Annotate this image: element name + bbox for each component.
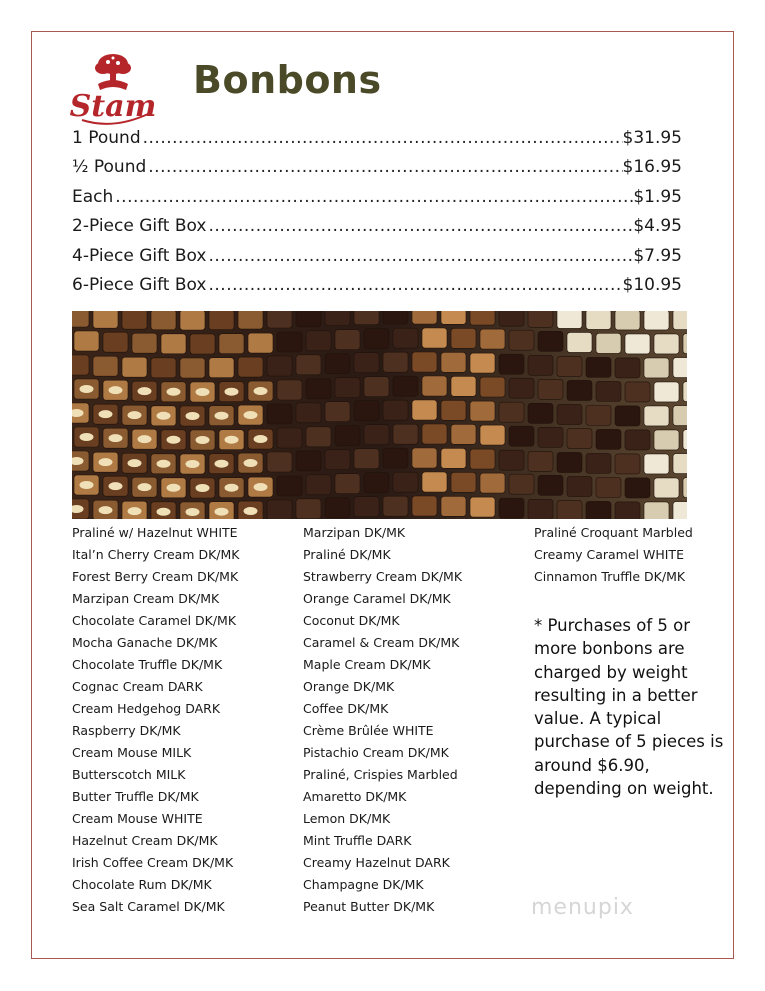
flavor-column-1 xyxy=(72,522,239,918)
bonbon-shape xyxy=(625,478,650,498)
hazelnut-topping xyxy=(138,435,152,443)
bonbon-shape xyxy=(72,355,89,375)
price-label: Each xyxy=(72,186,114,207)
bonbon-shape xyxy=(354,311,379,325)
bonbon-shape xyxy=(538,427,563,447)
flavor-item: Pistachio Cream DK/MK xyxy=(303,745,449,760)
bonbon-shape xyxy=(567,476,592,496)
bonbon-shape xyxy=(422,376,447,396)
hazelnut-topping xyxy=(215,412,229,420)
bonbon-shape xyxy=(509,378,534,398)
stam-logo xyxy=(68,42,158,132)
hazelnut-topping xyxy=(186,508,200,516)
bonbon-shape xyxy=(354,497,379,517)
bonbon-shape xyxy=(509,474,534,494)
bonbon-shape xyxy=(499,354,524,374)
flavor-item: Cinnamon Truffle DK/MK xyxy=(534,569,686,584)
hazelnut-topping xyxy=(244,459,258,467)
bonbon-shape xyxy=(354,353,379,373)
hazelnut-topping xyxy=(157,460,171,468)
hazelnut-topping xyxy=(186,412,200,420)
bonbon-shape xyxy=(412,448,437,468)
bonbon-shape xyxy=(683,334,687,354)
hazelnut-topping xyxy=(128,411,142,419)
hazelnut-topping xyxy=(80,433,94,441)
bonbon-shape xyxy=(74,331,99,351)
bonbon-shape xyxy=(267,311,292,328)
bonbon-shape xyxy=(296,311,321,327)
price-amount: $10.95 xyxy=(622,274,682,295)
hazelnut-topping xyxy=(99,410,113,418)
bonbon-shape xyxy=(103,332,128,352)
price-label: ½ Pound xyxy=(72,157,147,178)
bonbon-shape xyxy=(72,311,89,327)
flavor-item: Praliné DK/MK xyxy=(303,547,391,562)
bonbon-shape xyxy=(480,377,505,397)
hazelnut-topping xyxy=(109,434,123,442)
bonbon-shape xyxy=(122,311,147,329)
flavor-item: Chocolate Rum DK/MK xyxy=(72,877,212,892)
flavor-item: Cream Mouse MILK xyxy=(72,745,192,760)
bonbon-shape xyxy=(296,355,321,375)
bonbon-shape xyxy=(190,334,215,354)
bonbon-shape xyxy=(219,334,244,354)
flavor-item: Maple Cream DK/MK xyxy=(303,657,431,672)
flavor-item: Amaretto DK/MK xyxy=(303,789,407,804)
bonbon-shape xyxy=(422,472,447,492)
flavor-item: Lemon DK/MK xyxy=(303,811,391,826)
bonbon-shape xyxy=(673,502,687,519)
bonbon-shape xyxy=(364,473,389,493)
bonbon-shape xyxy=(470,311,495,325)
bonbon-shape xyxy=(364,377,389,397)
hazelnut-topping xyxy=(225,484,239,492)
hazelnut-topping xyxy=(196,388,210,396)
bonbon-shape xyxy=(383,448,408,468)
bonbon-shape xyxy=(335,378,360,398)
flavor-item: Chocolate Truffle DK/MK xyxy=(72,657,223,672)
bonbon-shape xyxy=(586,357,611,377)
flavor-item: Coconut DK/MK xyxy=(303,613,400,628)
bonbon-shape xyxy=(596,429,621,449)
bonbon-shape xyxy=(499,498,524,518)
hazelnut-topping xyxy=(244,507,258,515)
hazelnut-topping xyxy=(99,506,113,514)
hazelnut-topping xyxy=(215,508,229,516)
hazelnut-topping xyxy=(186,460,200,468)
flavor-item: Marzipan Cream DK/MK xyxy=(72,591,220,606)
bonbon-shape xyxy=(470,353,495,373)
hazelnut-topping xyxy=(215,460,229,468)
bonbon-shape xyxy=(654,334,679,354)
bonbon-shape xyxy=(615,358,640,378)
bonbon-shape xyxy=(441,400,466,420)
bonbon-shape xyxy=(538,379,563,399)
bonbon-shape xyxy=(644,406,669,426)
hazelnut-topping xyxy=(128,459,142,467)
bonbon-shape xyxy=(325,450,350,470)
bonbon-shape xyxy=(325,402,350,422)
flavor-item: Irish Coffee Cream DK/MK xyxy=(72,855,234,870)
watermark: menupix xyxy=(531,895,634,920)
flavor-item: Butterscotch MILK xyxy=(72,767,186,782)
bonbon-shape xyxy=(470,449,495,469)
bonbon-shape xyxy=(354,401,379,421)
bonbon-shape xyxy=(538,475,563,495)
dot-leader xyxy=(146,157,622,177)
price-amount: $4.95 xyxy=(633,216,682,237)
bonbon-shape xyxy=(151,358,176,378)
bonbon-shape xyxy=(451,328,476,348)
flavor-item: Mint Truffle DARK xyxy=(303,833,412,848)
hazelnut-topping xyxy=(225,388,239,396)
price-label: 6-Piece Gift Box xyxy=(72,274,207,295)
hazelnut-topping xyxy=(254,483,268,491)
bonbon-shape xyxy=(480,329,505,349)
bonbon-shape xyxy=(412,400,437,420)
bonbon-shape xyxy=(499,450,524,470)
flavor-item: Sea Salt Caramel DK/MK xyxy=(72,899,225,914)
bonbon-shape xyxy=(644,311,669,330)
bonbon-shape xyxy=(586,405,611,425)
bonbon-shape xyxy=(683,478,687,498)
bonbon-shape xyxy=(625,334,650,354)
flavor-item: Strawberry Cream DK/MK xyxy=(303,569,463,584)
bonbon-shape xyxy=(644,502,669,519)
bonbon-shape xyxy=(383,496,408,516)
price-label: 4-Piece Gift Box xyxy=(72,245,207,266)
bonbon-shape xyxy=(538,331,563,351)
bonbon-shape xyxy=(615,502,640,519)
hazelnut-topping xyxy=(225,436,239,444)
bonbons-photo xyxy=(72,311,687,519)
bonbon-shape xyxy=(393,472,418,492)
bonbon-shape xyxy=(470,401,495,421)
bonbon-shape xyxy=(509,330,534,350)
hazelnut-topping xyxy=(254,387,268,395)
bonbon-shape xyxy=(625,430,650,450)
bonbon-shape xyxy=(596,477,621,497)
bonbon-shape xyxy=(441,448,466,468)
bonbon-shape xyxy=(480,425,505,445)
price-row xyxy=(72,157,682,186)
bonbon-shape xyxy=(499,311,524,326)
bonbon-shape xyxy=(393,376,418,396)
bonbon-shape xyxy=(586,453,611,473)
bonbon-shape xyxy=(557,452,582,472)
flavor-item: Orange Caramel DK/MK xyxy=(303,591,451,606)
flavor-item: Cognac Cream DARK xyxy=(72,679,203,694)
bonbon-shape xyxy=(180,311,205,330)
dot-leader xyxy=(206,216,633,236)
flavor-item: Crème Brûlée WHITE xyxy=(303,723,434,738)
flavor-item: Champagne DK/MK xyxy=(303,877,424,892)
bonbon-shape xyxy=(325,354,350,374)
bonbon-shape xyxy=(557,404,582,424)
bonbon-shape xyxy=(393,424,418,444)
bonbon-shape xyxy=(383,400,408,420)
bonbon-shape xyxy=(422,424,447,444)
price-label: 2-Piece Gift Box xyxy=(72,216,207,237)
bonbon-shape xyxy=(615,454,640,474)
dot-leader xyxy=(206,246,633,266)
bonbon-shape xyxy=(441,311,466,324)
flavor-item: Hazelnut Cream DK/MK xyxy=(72,833,218,848)
dot-leader xyxy=(141,128,623,148)
bonbon-shape xyxy=(393,328,418,348)
bonbon-shape xyxy=(451,376,476,396)
bonbon-shape xyxy=(238,311,263,329)
bonbon-shape xyxy=(586,311,611,329)
hazelnut-topping xyxy=(167,484,181,492)
bonbon-shape xyxy=(596,333,621,353)
flavor-item: Peanut Butter DK/MK xyxy=(303,899,435,914)
bonbon-shape xyxy=(383,352,408,372)
hazelnut-topping xyxy=(99,458,113,466)
bonbon-shape xyxy=(673,311,687,330)
bonbon-shape xyxy=(499,402,524,422)
bonbon-shape xyxy=(335,330,360,350)
bonbon-shape xyxy=(277,428,302,448)
flavor-item: Marzipan DK/MK xyxy=(303,525,406,540)
bonbon-shape xyxy=(654,478,679,498)
hazelnut-topping xyxy=(167,388,181,396)
bonbon-shape xyxy=(586,501,611,519)
bonbon-shape xyxy=(567,428,592,448)
hazelnut-topping xyxy=(109,386,123,394)
bonbon-shape xyxy=(151,311,176,330)
dot-leader xyxy=(206,275,622,295)
hazelnut-topping xyxy=(128,507,142,515)
hazelnut-topping xyxy=(80,481,94,489)
price-amount: $1.95 xyxy=(633,186,682,207)
flavor-item: Creamy Hazelnut DARK xyxy=(303,855,450,870)
bonbon-shape xyxy=(267,356,292,376)
bonbon-shape xyxy=(644,454,669,474)
bonbon-shape xyxy=(335,426,360,446)
bonbon-shape xyxy=(209,311,234,330)
bonbon-shape xyxy=(441,496,466,516)
hazelnut-topping xyxy=(157,508,171,516)
hazelnut-topping xyxy=(109,482,123,490)
hazelnut-topping xyxy=(138,387,152,395)
flavor-item: Praliné, Crispies Marbled xyxy=(303,767,458,782)
bonbon-shape xyxy=(557,356,582,376)
flavor-item: Cream Hedgehog DARK xyxy=(72,701,221,716)
bonbon-shape xyxy=(480,473,505,493)
bonbon-shape xyxy=(412,496,437,516)
price-amount: $7.95 xyxy=(633,245,682,266)
bonbon-shape xyxy=(654,382,679,402)
flavor-item: Orange DK/MK xyxy=(303,679,395,694)
bonbon-shape xyxy=(625,382,650,402)
flavor-item: Coffee DK/MK xyxy=(303,701,389,716)
bonbon-shape xyxy=(412,311,437,324)
bonbon-shape xyxy=(238,357,263,377)
bonbon-shape xyxy=(296,403,321,423)
weight-pricing-note: * Purchases of 5 or more bonbons are charged by weight resulting in a better value. A typical purchase of 5 pieces is around $6.90, depending on weight. xyxy=(534,616,724,799)
bonbon-shape xyxy=(557,311,582,328)
bonbon-shape xyxy=(528,451,553,471)
flavor-item: Mocha Ganache DK/MK xyxy=(72,635,218,650)
flavor-item: Raspberry DK/MK xyxy=(72,723,181,738)
bonbon-shape xyxy=(596,381,621,401)
bonbon-shape xyxy=(161,334,186,354)
dot-leader xyxy=(113,187,633,207)
bonbon-shape xyxy=(673,358,687,378)
flavor-item: Chocolate Caramel DK/MK xyxy=(72,613,237,628)
page-title: Bonbons xyxy=(193,58,382,102)
flavor-item: Praliné w/ Hazelnut WHITE xyxy=(72,525,238,540)
bonbon-shape xyxy=(277,332,302,352)
bonbon-shape xyxy=(277,380,302,400)
flavor-item: Praliné Croquant Marbled xyxy=(534,525,693,540)
flavor-item: Ital’n Cherry Cream DK/MK xyxy=(72,547,240,562)
flavor-item: Butter Truffle DK/MK xyxy=(72,789,199,804)
flavor-item: Creamy Caramel WHITE xyxy=(534,547,684,562)
bonbon-shape xyxy=(267,500,292,519)
bonbon-shape xyxy=(364,425,389,445)
hazelnut-topping xyxy=(167,436,181,444)
price-amount: $16.95 xyxy=(622,157,682,178)
flavor-item: Cream Mouse WHITE xyxy=(72,811,203,826)
flavor-column-3 xyxy=(534,522,693,588)
bonbon-shape xyxy=(422,328,447,348)
bonbon-shape xyxy=(451,424,476,444)
bonbon-shape xyxy=(296,499,321,519)
bonbon-shape xyxy=(528,311,553,327)
hazelnut-topping xyxy=(254,435,268,443)
bonbon-shape xyxy=(615,406,640,426)
hazelnut-topping xyxy=(244,411,258,419)
bonbon-shape xyxy=(93,356,118,376)
hazelnut-topping xyxy=(157,412,171,420)
hazelnut-topping xyxy=(80,385,94,393)
logo-wordmark: Stam xyxy=(69,89,157,124)
bonbon-shape xyxy=(673,406,687,426)
bonbon-shape xyxy=(180,358,205,378)
bonbon-shape xyxy=(509,426,534,446)
bonbon-shape xyxy=(683,430,687,450)
price-list xyxy=(72,128,682,304)
bonbon-shape xyxy=(306,331,331,351)
bonbon-shape xyxy=(383,311,408,324)
price-row xyxy=(72,128,682,157)
bonbon-shape xyxy=(335,474,360,494)
bonbon-shape xyxy=(354,449,379,469)
price-row xyxy=(72,246,682,275)
bonbon-shape xyxy=(93,311,118,328)
bonbon-shape xyxy=(528,403,553,423)
bonbon-shape xyxy=(654,430,679,450)
bonbon-shape xyxy=(364,329,389,349)
price-label: 1 Pound xyxy=(72,128,141,148)
bonbon-shape xyxy=(325,498,350,518)
bonbon-shape xyxy=(277,476,302,496)
bonbon-shape xyxy=(644,358,669,378)
bonbon-shape xyxy=(528,499,553,519)
bonbon-shape xyxy=(673,454,687,474)
flavor-column-2 xyxy=(303,522,462,918)
price-row xyxy=(72,187,682,216)
hazelnut-topping xyxy=(196,484,210,492)
bonbon-shape xyxy=(248,333,273,353)
bonbon-shape xyxy=(451,472,476,492)
bonbon-shape xyxy=(325,311,350,326)
price-row xyxy=(72,275,682,304)
hazelnut-topping xyxy=(196,436,210,444)
bonbon-shape xyxy=(209,358,234,378)
price-row xyxy=(72,216,682,245)
bonbon-shape xyxy=(306,379,331,399)
bonbon-shape xyxy=(132,333,157,353)
flavor-item: Caramel & Cream DK/MK xyxy=(303,635,460,650)
bonbon-shape xyxy=(615,311,640,330)
bonbon-shape xyxy=(567,332,592,352)
flavor-item: Forest Berry Cream DK/MK xyxy=(72,569,239,584)
bonbon-shape xyxy=(557,500,582,519)
bonbon-shape xyxy=(306,475,331,495)
bonbon-shape xyxy=(267,404,292,424)
bonbon-shape xyxy=(441,352,466,372)
bonbon-shape xyxy=(122,357,147,377)
bonbon-shape xyxy=(412,352,437,372)
bonbon-shape xyxy=(267,452,292,472)
bonbon-shape xyxy=(528,355,553,375)
bonbon-shape xyxy=(306,427,331,447)
bonbon-shape xyxy=(470,497,495,517)
bonbon-shape xyxy=(567,380,592,400)
hazelnut-topping xyxy=(138,483,152,491)
price-amount: $31.95 xyxy=(622,128,682,148)
bonbon-shape xyxy=(296,451,321,471)
bonbon-shape xyxy=(683,382,687,402)
